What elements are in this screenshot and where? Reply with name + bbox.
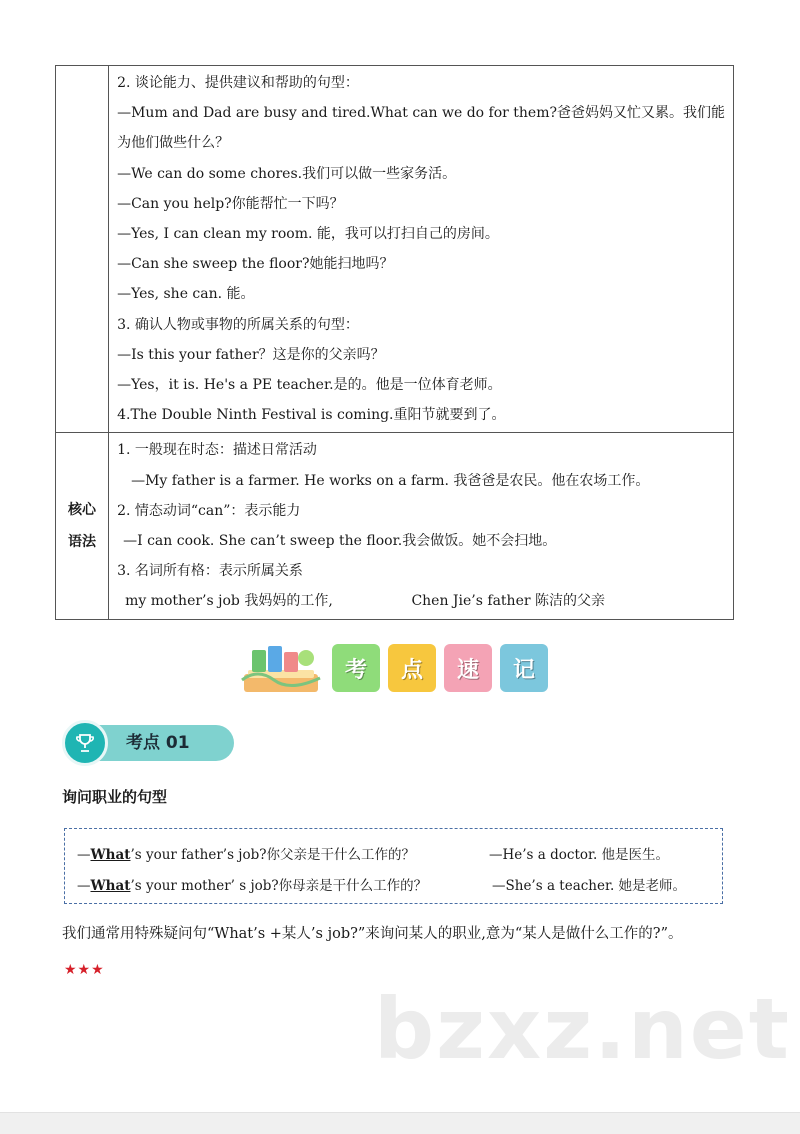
- pattern-line: —Mum and Dad are busy and tired.What can we do for them?爸爸妈妈又忙又累。我们能: [117, 105, 725, 122]
- grammar-example: —I can cook. She can’t sweep the floor.我会做饭。她不会扫地。: [123, 533, 557, 550]
- possessive-examples: [117, 586, 725, 616]
- question-word: What: [90, 846, 131, 863]
- section-title: 询问职业的句型: [62, 788, 168, 806]
- example-row: —What’s your father’s job?你父亲是干什么工作的？ —He’s a doctor. 他是医生。: [77, 837, 712, 868]
- banner-tile: 记: [500, 644, 548, 692]
- summary-table: [55, 65, 734, 620]
- core-grammar-cell: [109, 433, 734, 619]
- trophy-icon: [73, 731, 97, 755]
- table-row: [56, 66, 734, 433]
- example-row: —What’s your mother’ s job?你母亲是干什么工作的？ —She’s a teacher. 她是老师。: [77, 868, 712, 899]
- key-point-pill: [62, 720, 234, 766]
- pattern-line: —Yes, I can clean my room. 能，我可以打扫自己的房间。: [117, 226, 499, 243]
- row-label-core-grammar: 核心 语法: [56, 433, 109, 619]
- row-label: [56, 66, 109, 433]
- grammar-heading: 1. 一般现在时态：描述日常活动: [117, 442, 317, 459]
- table-row: [56, 433, 734, 619]
- grammar-heading: 3. 名词所有格：表示所属关系: [117, 563, 303, 580]
- example-answer: —She’s a teacher. 她是老师。: [492, 877, 687, 894]
- banner-tile: 点: [388, 644, 436, 692]
- banner-tile: 考: [332, 644, 380, 692]
- question-word: What: [90, 877, 131, 894]
- difficulty-stars: ★★★: [64, 962, 105, 978]
- pattern-line: —Is this your father？这是你的父亲吗？: [117, 346, 385, 363]
- pattern-line: —Can you help?你能帮忙一下吗？: [117, 195, 344, 212]
- example-box: [64, 828, 723, 904]
- pattern-line: 为他们做些什么？: [117, 135, 230, 152]
- sentence-patterns-cell: [109, 66, 734, 433]
- pattern-heading: 3. 确认人物或事物的所属关系的句型：: [117, 316, 359, 333]
- key-points-banner: [238, 640, 548, 696]
- grammar-heading: 2. 情态动词“can”：表示能力: [117, 502, 301, 519]
- watermark: bzxz.net: [374, 980, 791, 1078]
- key-point-label: 考点 01: [126, 733, 190, 753]
- grammar-example: —My father is a farmer. He works on a farm. 我爸爸是农民。他在农场工作。: [131, 472, 650, 489]
- pattern-line: —Yes, she can. 能。: [117, 286, 255, 303]
- pattern-line: —We can do some chores.我们可以做一些家务活。: [117, 165, 457, 182]
- pattern-heading: 2. 谈论能力、提供建议和帮助的句型：: [117, 75, 359, 91]
- pattern-line: 4.The Double Ninth Festival is coming.重阳节就要到了。: [117, 407, 506, 424]
- possessive-example: my mother’s job 我妈妈的工作,: [125, 593, 333, 610]
- page-bottom-bar: [0, 1112, 800, 1134]
- banner-tile: 速: [444, 644, 492, 692]
- books-illustration-icon: [238, 640, 324, 696]
- example-answer: —He’s a doctor. 他是医生。: [489, 846, 670, 863]
- pattern-line: —Yes，it is. He's a PE teacher.是的。他是一位体育老师。: [117, 377, 502, 394]
- pattern-line: —Can she sweep the floor?她能扫地吗？: [117, 256, 394, 273]
- explanation-text: 我们通常用特殊疑问句“What’s +某人’s job?”来询问某人的职业,意为“某人是做什么工作的?”。: [62, 926, 683, 942]
- possessive-example: Chen Jie’s father 陈洁的父亲: [411, 593, 605, 610]
